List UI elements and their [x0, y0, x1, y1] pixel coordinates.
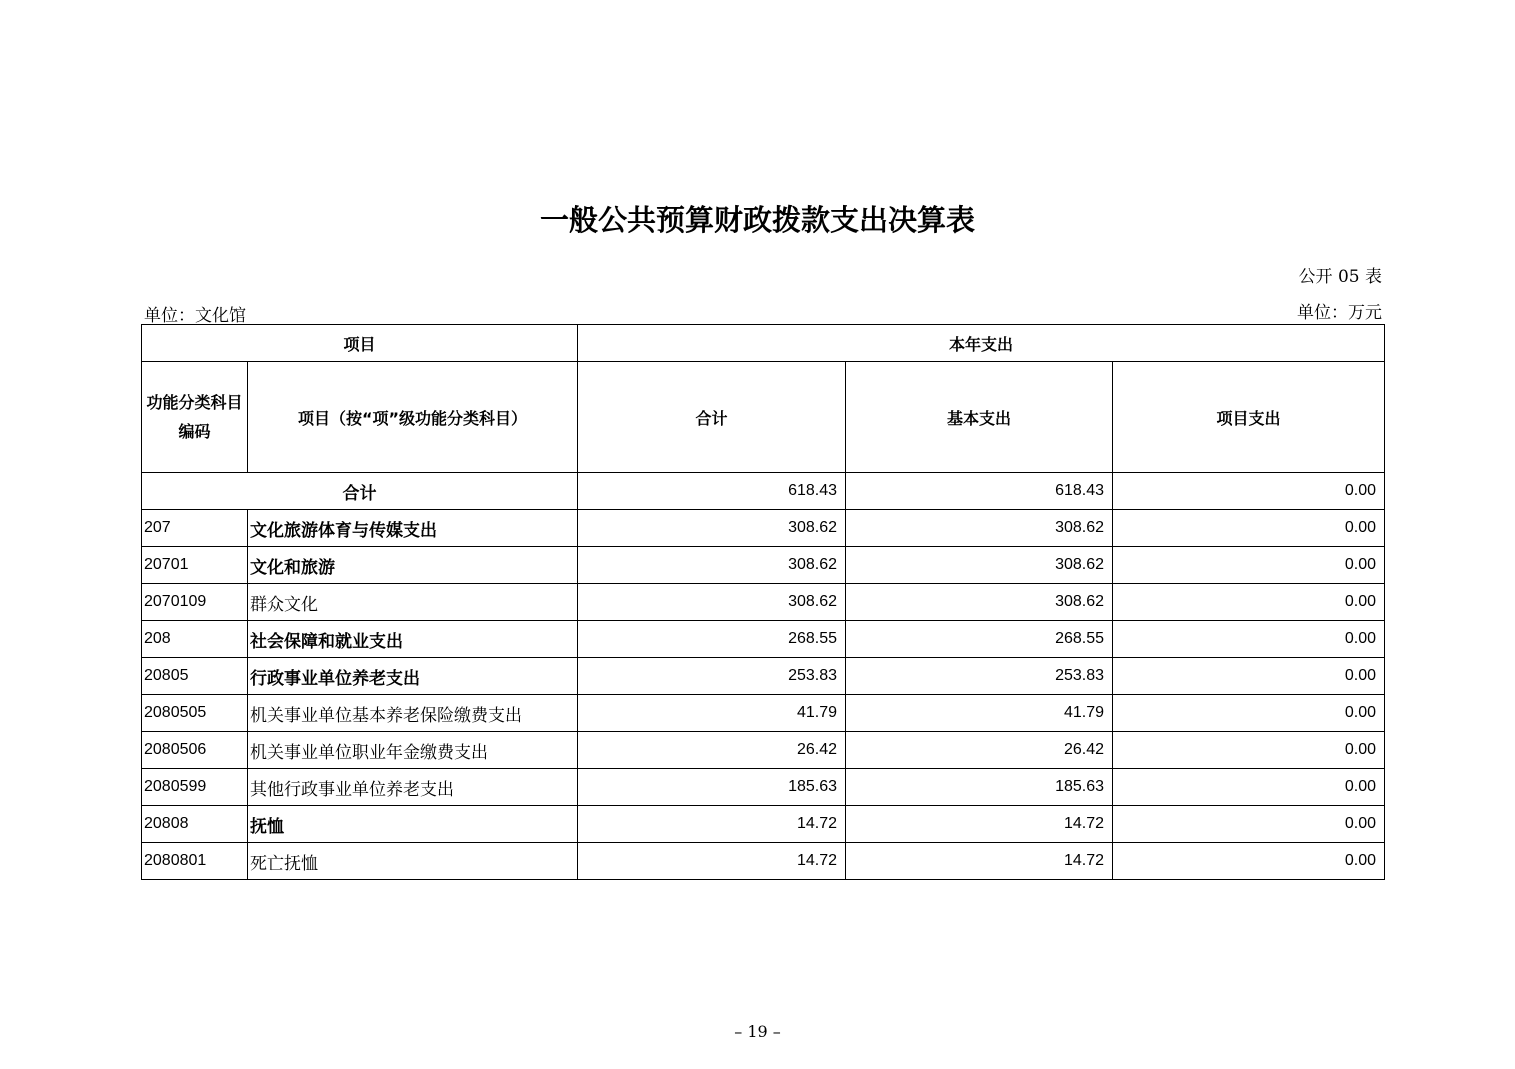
- row-total: 41.79: [578, 695, 846, 732]
- row-total: 14.72: [578, 843, 846, 880]
- header-project: 项目: [142, 325, 578, 362]
- row-project: 0.00: [1113, 584, 1385, 621]
- row-basic: 308.62: [846, 584, 1113, 621]
- unit-currency: 单位：万元: [1297, 303, 1382, 323]
- row-code: 20805: [142, 658, 248, 695]
- header-func-code: 功能分类科目编码: [142, 362, 248, 473]
- unit-organization: 单位：文化馆: [144, 306, 246, 326]
- row-name: 死亡抚恤: [248, 843, 578, 880]
- row-total: 253.83: [578, 658, 846, 695]
- row-code: 20701: [142, 547, 248, 584]
- row-project: 0.00: [1113, 732, 1385, 769]
- table-row: [142, 621, 1385, 658]
- total-project: 0.00: [1113, 473, 1385, 510]
- row-code: 208: [142, 621, 248, 658]
- total-basic: 618.43: [846, 473, 1113, 510]
- header-item-name: 项目（按“项”级功能分类科目）: [248, 362, 578, 473]
- row-name: 群众文化: [248, 584, 578, 621]
- row-name: 抚恤: [248, 806, 578, 843]
- row-total: 268.55: [578, 621, 846, 658]
- row-project: 0.00: [1113, 547, 1385, 584]
- row-basic: 268.55: [846, 621, 1113, 658]
- row-total: 26.42: [578, 732, 846, 769]
- row-basic: 253.83: [846, 658, 1113, 695]
- row-total: 185.63: [578, 769, 846, 806]
- header-total: 合计: [578, 362, 846, 473]
- header-basic: 基本支出: [846, 362, 1113, 473]
- form-number: 公开 05 表: [1298, 267, 1382, 287]
- row-basic: 308.62: [846, 547, 1113, 584]
- row-code: 2070109: [142, 584, 248, 621]
- row-basic: 26.42: [846, 732, 1113, 769]
- row-total: 308.62: [578, 584, 846, 621]
- row-project: 0.00: [1113, 843, 1385, 880]
- row-total: 308.62: [578, 510, 846, 547]
- page-number: – 19 –: [734, 1022, 781, 1041]
- total-label: 合计: [142, 473, 578, 510]
- table-row: [142, 510, 1385, 547]
- total-amount: 618.43: [578, 473, 846, 510]
- table-row: [142, 806, 1385, 843]
- total-row: [142, 473, 1385, 510]
- row-name: 机关事业单位基本养老保险缴费支出: [248, 695, 578, 732]
- row-total: 14.72: [578, 806, 846, 843]
- header-row-2: [142, 362, 1385, 473]
- row-total: 308.62: [578, 547, 846, 584]
- page-title: 一般公共预算财政拨款支出决算表: [539, 203, 975, 237]
- row-basic: 308.62: [846, 510, 1113, 547]
- row-name: 其他行政事业单位养老支出: [248, 769, 578, 806]
- table-row: [142, 584, 1385, 621]
- row-name: 行政事业单位养老支出: [248, 658, 578, 695]
- header-current-year-expense: 本年支出: [578, 325, 1385, 362]
- row-name: 机关事业单位职业年金缴费支出: [248, 732, 578, 769]
- row-project: 0.00: [1113, 769, 1385, 806]
- row-basic: 41.79: [846, 695, 1113, 732]
- row-project: 0.00: [1113, 806, 1385, 843]
- row-name: 文化和旅游: [248, 547, 578, 584]
- expense-table: [141, 324, 1385, 880]
- row-name: 社会保障和就业支出: [248, 621, 578, 658]
- table-row: [142, 843, 1385, 880]
- table-row: [142, 732, 1385, 769]
- row-code: 2080801: [142, 843, 248, 880]
- row-project: 0.00: [1113, 695, 1385, 732]
- row-basic: 14.72: [846, 806, 1113, 843]
- row-project: 0.00: [1113, 510, 1385, 547]
- row-project: 0.00: [1113, 658, 1385, 695]
- row-project: 0.00: [1113, 621, 1385, 658]
- row-basic: 185.63: [846, 769, 1113, 806]
- table-row: [142, 658, 1385, 695]
- table-row: [142, 547, 1385, 584]
- row-basic: 14.72: [846, 843, 1113, 880]
- row-code: 2080599: [142, 769, 248, 806]
- header-row-1: [142, 325, 1385, 362]
- row-code: 20808: [142, 806, 248, 843]
- row-name: 文化旅游体育与传媒支出: [248, 510, 578, 547]
- row-code: 207: [142, 510, 248, 547]
- header-project-expense: 项目支出: [1113, 362, 1385, 473]
- table-row: [142, 769, 1385, 806]
- row-code: 2080505: [142, 695, 248, 732]
- table-row: [142, 695, 1385, 732]
- row-code: 2080506: [142, 732, 248, 769]
